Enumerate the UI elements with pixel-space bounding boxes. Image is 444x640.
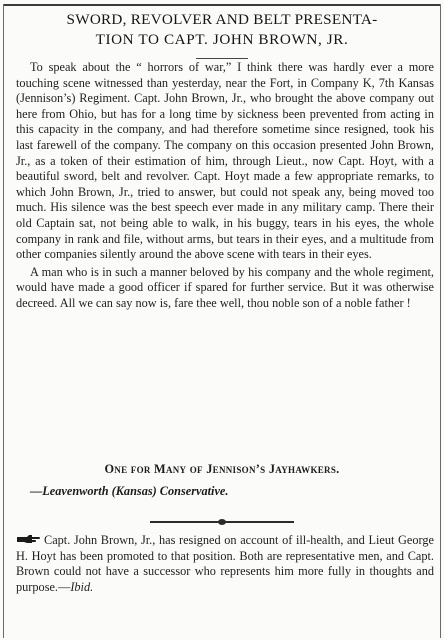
column-border-left <box>3 4 4 638</box>
headline-line-2: TION TO CAPT. JOHN BROWN, JR. <box>95 31 349 48</box>
source-credit: —Leavenworth (Kansas) Conservative. <box>30 484 229 498</box>
article-paragraph-2: A man who is in such a manner beloved by his company and the whole regiment, would have made a good officer if spared for further service. But it was otherwise decreed. All we can say now is, fare thee well, thou noble son of a noble father ! <box>16 264 434 310</box>
section-divider-ornament <box>150 519 294 525</box>
article-signature: One for Many of Jennison’s Jayhawkers. <box>104 462 340 476</box>
column-border-right <box>440 4 441 638</box>
headline-divider <box>196 58 248 59</box>
news-note-source: Ibid. <box>70 579 94 594</box>
headline-line-1: SWORD, REVOLVER AND BELT PRESENTA- <box>66 11 378 28</box>
top-rule <box>4 4 440 6</box>
article-body <box>16 60 434 312</box>
news-note <box>16 533 434 595</box>
article-headline <box>10 10 434 50</box>
pointing-hand-icon <box>16 534 40 544</box>
news-note-text: Capt. John Brown, Jr., has resigned on account of ill-health, and Lieut George H. Hoyt has been promoted to that position. Both are representative men, and Capt. Brown could not have a successor who represents him more fully in thoughts and purpose.— <box>16 533 434 594</box>
article-paragraph-1: To speak about the “ horrors of war,” I think there was hardly ever a more touching scene witnessed than yesterday, near the Fort, in Company K, 7th Kansas (Jennison’s) Regiment. Capt. John Brown, Jr., who brought the above company out here from Ohio, but has for a long time by sickness been prevented from acting in this capacity in the company, and had therefore sometime since resigned, took his last farewell of the company. The company on this occasion presented John Brown, Jr., as a token of their estimation of him, through Lieut., now Capt. Hoyt, with a beautiful sword, belt and revolver. Capt. Hoyt made a few appropriate remarks, to which John Brown, Jr., tried to answer, but could not speak any, being moved too much. His silence was the best speech ever made in any military camp. There their old Captain sat, not being able to walk, in his buggy, tears in his eyes, the whole company in rank and file, without arms, but tears in their eyes, and a multitude from other companies silently around the above scene with tears in their eyes. <box>16 60 434 262</box>
